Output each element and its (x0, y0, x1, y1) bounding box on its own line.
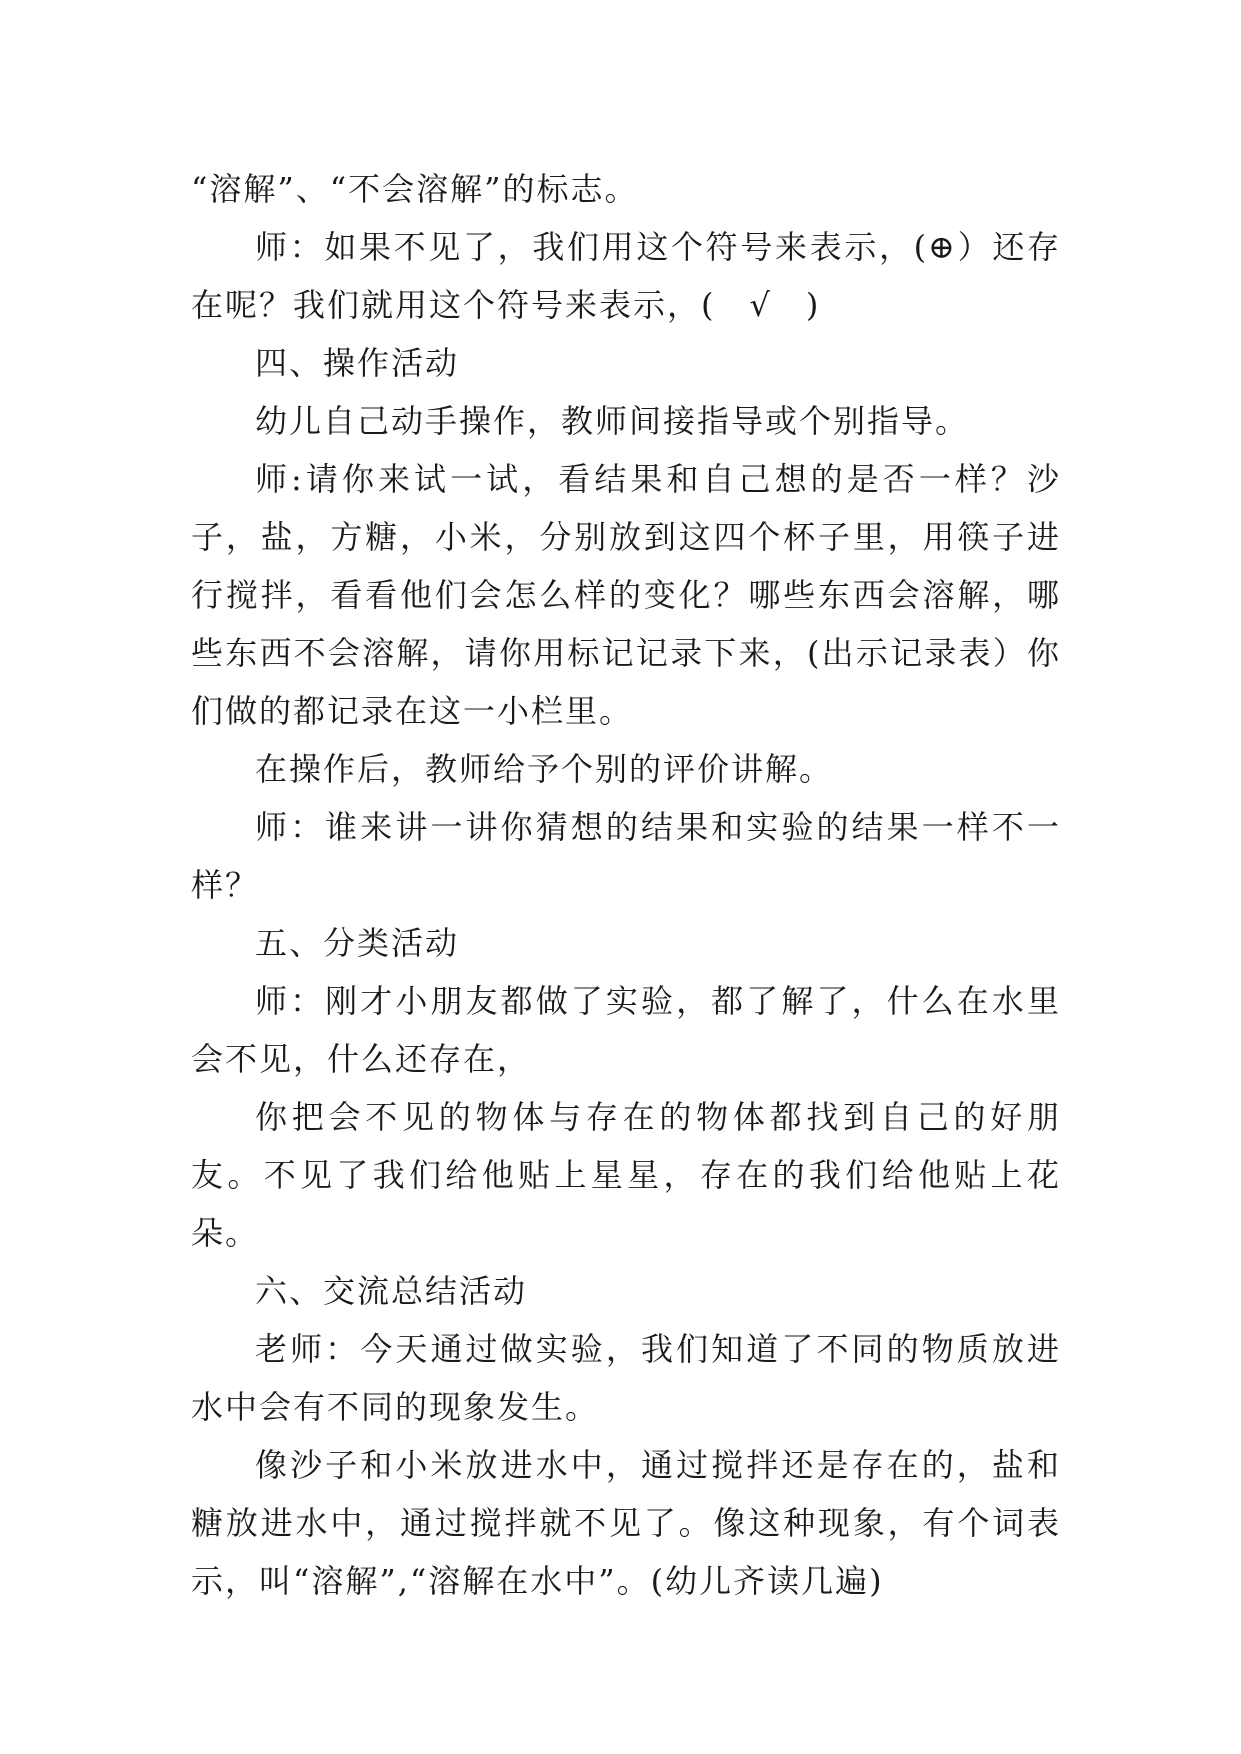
paragraph-teacher-summary: 老师：今天通过做实验，我们知道了不同的物质放进水中会有不同的现象发生。 (191, 1330, 1061, 1426)
paragraph-teacher-compare: 师：谁来讲一讲你猜想的结果和实验的结果一样不一样？ (191, 808, 1061, 904)
paragraph-after-operation: 在操作后，教师给予个别的评价讲解。 (255, 750, 834, 788)
paragraph-teacher-try: 师:请你来试一试，看结果和自己想的是否一样？沙子，盐，方糖，小米，分别放到这四个杯子里，用筷子进行搅拌，看看他们会怎么样的变化？哪些东西会溶解，哪些东西不会溶解，请你用标记记录下来，(出示记录表）你们做的都记录在这一小栏里。 (191, 460, 1061, 730)
paragraph-dissolve-definition: 像沙子和小米放进水中，通过搅拌还是存在的，盐和糖放进水中，通过搅拌就不见了。像这种现象，有个词表示，叫“溶解”,“溶解在水中”。(幼儿齐读几遍) (191, 1446, 1061, 1600)
document-body (191, 160, 1061, 1610)
section-heading-operation: 四、操作活动 (255, 344, 460, 382)
paragraph-teacher-symbols: 师：如果不见了，我们用这个符号来表示，(⊕）还存在呢？我们就用这个符号来表示，( √ ) (191, 228, 1061, 324)
section-heading-classify: 五、分类活动 (255, 924, 460, 962)
paragraph-dissolve-symbols: “溶解”、“不会溶解”的标志。 (191, 170, 639, 208)
paragraph-teacher-experiment: 师：刚才小朋友都做了实验，都了解了，什么在水里会不见，什么还存在， (191, 982, 1061, 1078)
paragraph-find-friends: 你把会不见的物体与存在的物体都找到自己的好朋友。不见了我们给他贴上星星，存在的我们给他贴上花朵。 (191, 1098, 1061, 1252)
paragraph-children-operate: 幼儿自己动手操作，教师间接指导或个别指导。 (255, 402, 970, 440)
section-heading-summary: 六、交流总结活动 (255, 1272, 528, 1310)
